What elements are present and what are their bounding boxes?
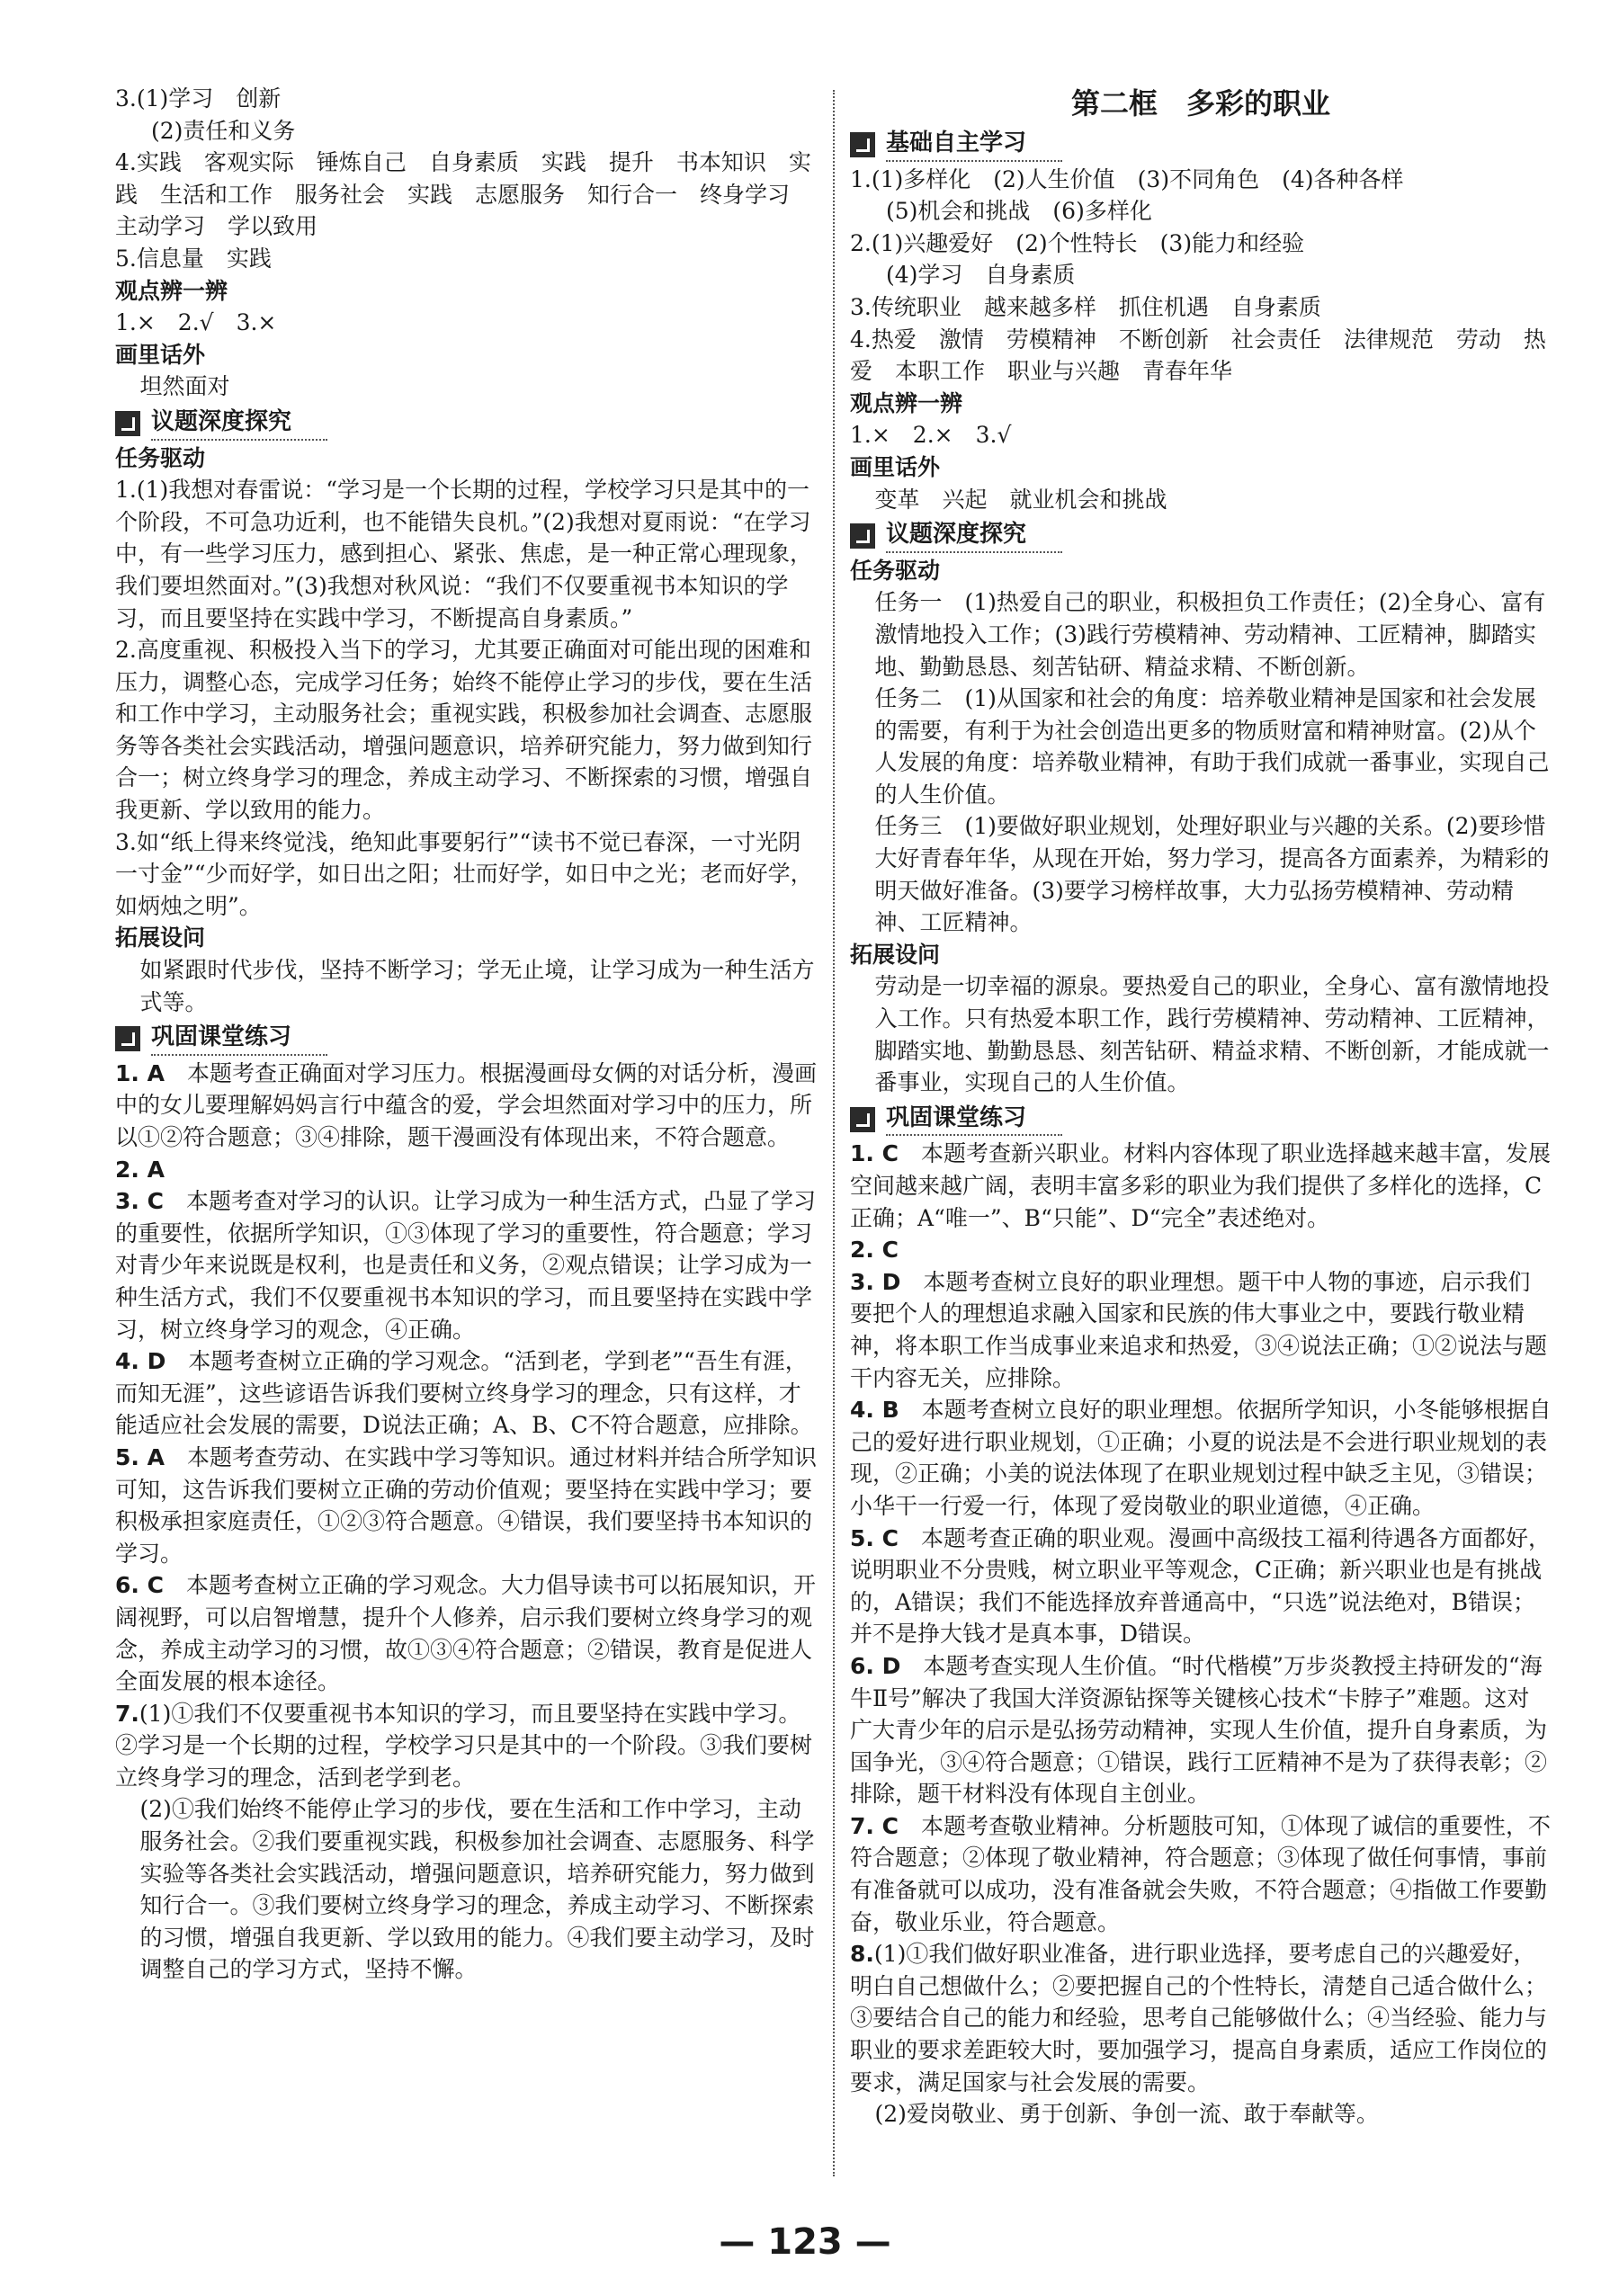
section-heading-deep [850, 519, 1552, 553]
practice-text: (1)①我们做好职业准备，进行职业选择，要考虑自己的兴趣爱好，明白自己想做什么；②要把握自己的个性特长，清楚自己适合做什么；③要结合自己的能力和经验，思考自己能够做什么；④当经验、能力与职业的要求差距较大时，要加强学习，提高自身素质，适应工作岗位的要求，满足国家与社会发展的需要。 [850, 1941, 1548, 2095]
practice-number: 3. C [115, 1188, 164, 1215]
practice-number: 2. A [115, 1156, 165, 1183]
task-item: 3.如“纸上得来终觉浅，绝知此事要躬行”“读书不觉已春深，一寸光阴一寸金”“少而好学，如日出之阳；壮而好学，如日中之光；老而好学，如炳烛之明”。 [115, 828, 813, 919]
answer-line: (4)学习 自身素质 [886, 262, 1076, 289]
arrow-box-icon [115, 1026, 140, 1051]
practice-item [850, 1650, 1552, 1810]
practice-item [115, 1058, 817, 1154]
practice-item [115, 1154, 817, 1186]
extend-text: 劳动是一切幸福的源泉。要热爱自己的职业，全身心、富有激情地投入工作。只有热爱本职工作，践行劳模精神、劳动精神、工匠精神，脚踏实地、勤勤恳恳、刻苦钻研、精益求精、不断创新，才能成就一番事业，实现自己的人生价值。 [874, 973, 1550, 1096]
viewpoint-answers: 1.× 2.√ 3.× [115, 309, 277, 336]
section-heading-basic [850, 128, 1552, 162]
subheading-viewpoint: 观点辨一辨 [850, 389, 963, 416]
practice-item [850, 2098, 1552, 2131]
practice-text: 本题考查树立正确的学习观念。“活到老，学到老”“吾生有涯，而知无涯”，这些谚语告诉我们要树立终身学习的理念，只有这样，才能适应社会发展的需要，D说法正确；A、B、C不符合题意，应排除。 [115, 1348, 813, 1439]
practice-text: 本题考查实现人生价值。“时代楷模”万步炎教授主持研发的“海牛Ⅱ号”解决了我国大洋资源钻探等关键核心技术“卡脖子”难题。这对广大青少年的启示是弘扬劳动精神，实现人生价值，提升自身素质，为国争光，③④符合题意；①错误，践行工匠精神不是为了获得表彰；②排除，题干材料没有体现自主创业。 [850, 1652, 1548, 1808]
practice-text: 本题考查敬业精神。分析题肢可知，①体现了诚信的重要性，不符合题意；②体现了敬业精神，符合题意；③体现了做任何事情，事前有准备就可以成功，没有准备就会失败，不符合题意；④指做工作要勤奋，敬业乐业，符合题意。 [850, 1812, 1551, 1935]
extend-text: 如紧跟时代步伐，坚持不断学习；学无止境，让学习成为一种生活方式等。 [139, 957, 815, 1015]
subheading-cartoon: 画里话外 [850, 453, 941, 480]
practice-item [115, 1345, 817, 1442]
practice-text: 本题考查树立良好的职业理想。依据所学知识，小冬能够根据自己的爱好进行职业规划，①正确；小夏的说法是不会进行职业规划的表现，②正确；小美的说法体现了在职业规划过程中缺乏主见，③错误；小华干一行爱一行，体现了爱岗敬业的职业道德，④正确。 [850, 1397, 1552, 1519]
practice-number: 2. C [850, 1237, 899, 1264]
practice-item [850, 1138, 1552, 1234]
column-divider [833, 90, 835, 2176]
practice-item [115, 1793, 817, 1986]
practice-text: (1)①我们不仅要重视书本知识的学习，而且要坚持在实践中学习。②学习是一个长期的过程，学校学习只是其中的一个阶段。③我们要树立终身学习的理念，活到老学到老。 [115, 1700, 813, 1791]
cartoon-answer: 坦然面对 [139, 373, 230, 400]
practice-text: 本题考查正确面对学习压力。根据漫画母女俩的对话分析，漫画中的女儿要理解妈妈言行中蕴含的爱，学会坦然面对学习中的压力，所以①②符合题意；③④排除，题干漫画没有体现出来，不符合题意。 [115, 1059, 817, 1150]
cartoon-answer: 变革 兴起 就业机会和挑战 [874, 486, 1167, 513]
answer-line: (5)机会和挑战 (6)多样化 [886, 198, 1152, 225]
practice-number: 7. C [850, 1812, 899, 1839]
answer-line: 2.(1)兴趣爱好 (2)个性特长 (3)能力和经验 [850, 229, 1305, 256]
section-heading-text: 议题深度探究 [151, 406, 327, 441]
task-item: 任务一 (1)热爱自己的职业，积极担负工作责任；(2)全身心、富有激情地投入工作；(3)践行劳模精神、劳动精神、工匠精神，脚踏实地、勤勤恳恳、刻苦钻研、精益求精、不断创新。 [874, 589, 1546, 680]
practice-text: 本题考查树立正确的学习观念。大力倡导读书可以拓展知识，开阔视野，可以启智增慧，提升个人修养，启示我们要树立终身学习的观念，养成主动学习的习惯，故①③④符合题意；②错误，教育是促进人全面发展的根本途径。 [115, 1572, 816, 1695]
answer-line: 3.传统职业 越来越多样 抓住机遇 自身素质 [850, 293, 1321, 320]
section-heading-deep [115, 406, 817, 441]
practice-item [850, 1266, 1552, 1394]
subheading-extend: 拓展设问 [115, 925, 206, 951]
practice-item [850, 1810, 1552, 1938]
practice-text: 本题考查劳动、在实践中学习等知识。通过材料并结合所学知识可知，这告诉我们要树立正确的劳动价值观；要坚持在实践中学习；要积极承担家庭责任，①②③符合题意。④错误，我们要坚持书本知识的学习。 [115, 1443, 817, 1567]
answer-line: (2)责任和义务 [151, 117, 296, 144]
practice-item [115, 1442, 817, 1569]
section-heading-practice [850, 1103, 1552, 1137]
practice-text: 本题考查对学习的认识。让学习成为一种生活方式，凸显了学习的重要性，依据所学知识，①③体现了学习的重要性，符合题意；学习对青少年来说既是权利，也是责任和义务，②观点错误；让学习成为一种生活方式，我们不仅要重视书本知识的学习，而且要坚持在实践中学习，树立终身学习的观念，④正确。 [115, 1188, 816, 1343]
practice-text: 本题考查树立良好的职业理想。题干中人物的事迹，启示我们要把个人的理想追求融入国家和民族的伟大事业之中，要践行敬业精神，将本职工作当成事业来追求和热爱，③④说法正确；①②说法与题干内容无关，应排除。 [850, 1268, 1548, 1391]
task-item: 1.(1)我想对春雷说：“学习是一个长期的过程，学校学习只是其中的一个阶段，不可急功近利，也不能错失良机。”(2)我想对夏雨说：“在学习中，有一些学习压力，感到担心、紧张、焦虑，是一种正常心理现象，我们要坦然面对。”(3)我想对秋风说：“我们不仅要重视书本知识的学习，而且要坚持在实践中学习，不断提高自身素质。” [115, 477, 813, 631]
right-column [850, 83, 1552, 2131]
section-heading-text: 巩固课堂练习 [886, 1103, 1062, 1137]
practice-item [850, 1234, 1552, 1266]
task-item: 任务二 (1)从国家和社会的角度：培养敬业精神是国家和社会发展的需要，有利于为社会创造出更多的物质财富和精神财富。(2)从个人发展的角度：培养敬业精神，有助于我们成就一番事业，实现自己的人生价值。 [874, 685, 1550, 808]
arrow-box-icon [115, 411, 140, 436]
subheading-viewpoint: 观点辨一辨 [115, 277, 228, 304]
practice-item [850, 1938, 1552, 2098]
task-item: 任务三 (1)要做好职业规划，处理好职业与兴趣的关系。(2)要珍惜大好青春年华，从现在开始，努力学习，提高各方面素养，为精彩的明天做好准备。(3)要学习榜样故事，大力弘扬劳模精神、劳动精神、工匠精神。 [874, 813, 1550, 936]
practice-text: 本题考查正确的职业观。漫画中高级技工福利待遇各方面都好，说明职业不分贵贱，树立职业平等观念，C正确；新兴职业也是有挑战的，A错误；我们不能选择放弃普通高中，“只选”说法绝对，B错误；并不是挣大钱才是真本事，D错误。 [850, 1524, 1551, 1648]
practice-number: 5. A [115, 1443, 165, 1470]
practice-number: 3. D [850, 1268, 901, 1295]
practice-number: 4. B [850, 1397, 899, 1424]
arrow-box-icon [850, 523, 875, 549]
practice-number: 4. D [115, 1348, 166, 1375]
practice-text: (2)爱岗敬业、勇于创新、争创一流、敢于奉献等。 [874, 2101, 1379, 2128]
practice-text: (2)①我们始终不能停止学习的步伐，要在生活和工作中学习，主动服务社会。②我们要重视实践，积极参加社会调查、志愿服务、科学实验等各类社会实践活动，增强问题意识，培养研究能力，努力做到知行合一。③我们要树立终身学习的理念，养成主动学习、不断探索的习惯，增强自我更新、学以致用的能力。④我们要主动学习，及时调整自己的学习方式，坚持不懈。 [139, 1796, 815, 1983]
answer-line: 3.(1)学习 创新 [115, 85, 282, 112]
practice-number: 6. C [115, 1572, 164, 1599]
subheading-extend: 拓展设问 [850, 941, 941, 968]
arrow-box-icon [850, 1107, 875, 1132]
practice-item [850, 1523, 1552, 1650]
practice-number: 1. C [850, 1140, 899, 1167]
page-number: — 123 — [719, 2221, 891, 2263]
practice-item [115, 1185, 817, 1345]
practice-number: 7. [115, 1700, 139, 1727]
subheading-task: 任务驱动 [850, 557, 941, 584]
section-heading-text: 基础自主学习 [886, 128, 1062, 162]
left-column [115, 83, 817, 1986]
answer-line: 4.实践 客观实际 锤炼自己 自身素质 实践 提升 书本知识 实践 生活和工作 服务社会 实践 志愿服务 知行合一 终身学习 主动学习 学以致用 [115, 149, 813, 240]
practice-number: 6. D [850, 1652, 901, 1679]
viewpoint-answers: 1.× 2.× 3.√ [850, 422, 1012, 449]
practice-item [115, 1569, 817, 1697]
subheading-cartoon: 画里话外 [115, 341, 206, 368]
practice-item [115, 1698, 817, 1794]
practice-number: 5. C [850, 1524, 899, 1551]
task-item: 2.高度重视、积极投入当下的学习，尤其要正确面对可能出现的困难和压力，调整心态，完成学习任务；始终不能停止学习的步伐，要在生活和工作中学习，主动服务社会；重视实践，积极参加社会调查、志愿服务等各类社会实践活动，增强问题意识，培养研究能力，努力做到知行合一；树立终身学习的理念，养成主动学习、不断探索的习惯，增强自我更新、学以致用的能力。 [115, 637, 813, 824]
practice-item [850, 1394, 1552, 1522]
subheading-task: 任务驱动 [115, 444, 206, 471]
arrow-box-icon [850, 132, 875, 157]
section-heading-text: 议题深度探究 [886, 519, 1062, 553]
section-heading-text: 巩固课堂练习 [151, 1022, 327, 1056]
practice-number: 8. [850, 1941, 874, 1968]
practice-text: 本题考查新兴职业。材料内容体现了职业选择越来越丰富，发展空间越来越广阔，表明丰富多彩的职业为我们提供了多样化的选择，C正确；A“唯一”、B“只能”、D“完全”表述绝对。 [850, 1140, 1551, 1231]
practice-number: 1. A [115, 1059, 165, 1086]
answer-line: 1.(1)多样化 (2)人生价值 (3)不同角色 (4)各种各样 [850, 165, 1404, 192]
section-heading-practice [115, 1022, 817, 1056]
answer-line: 4.热爱 激情 劳模精神 不断创新 社会责任 法律规范 劳动 热爱 本职工作 职业与兴趣 青春年华 [850, 326, 1546, 385]
frame-title: 第二框 多彩的职业 [1070, 86, 1330, 121]
answer-line: 5.信息量 实践 [115, 245, 272, 272]
